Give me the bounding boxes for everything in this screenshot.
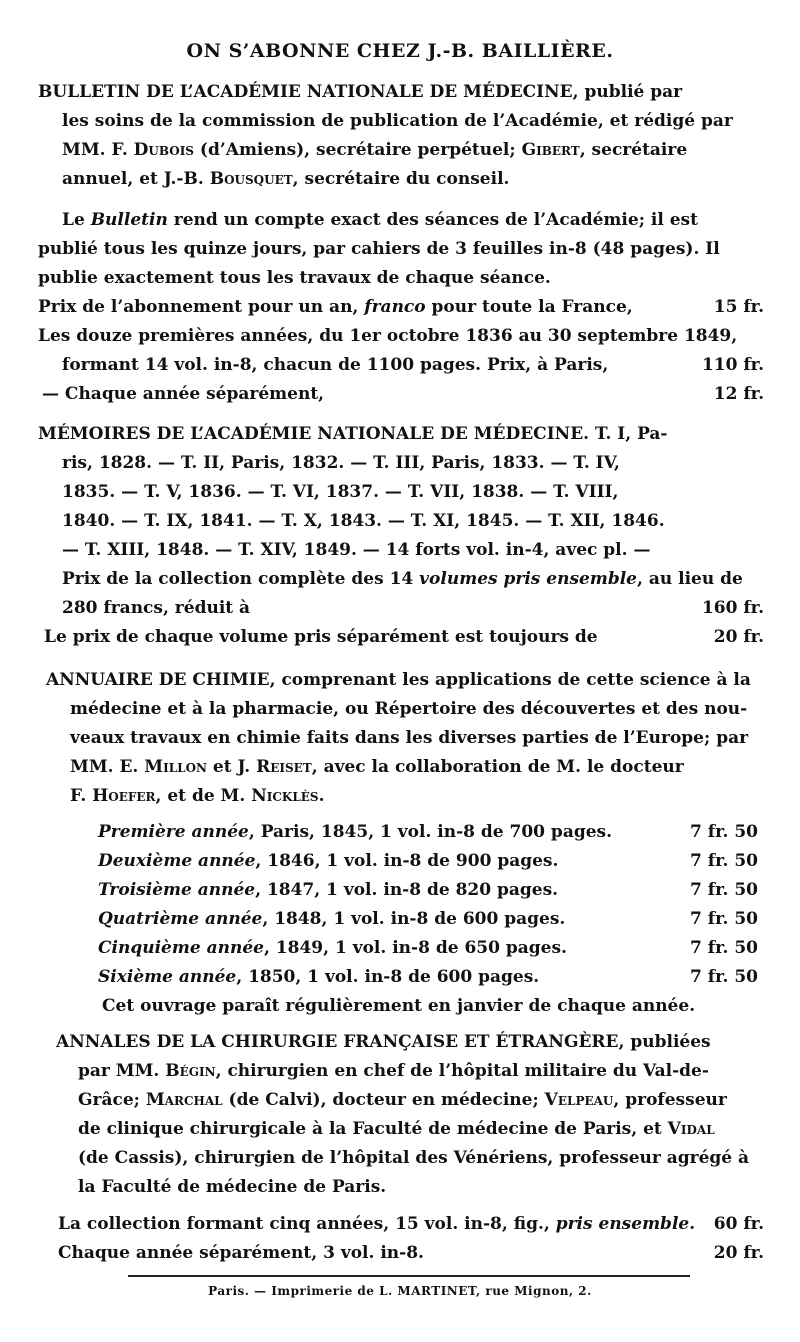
memoires-title: MÉMOIRES DE L’ACADÉMIE NATIONALE DE MÉDECINE. T. I, Pa- <box>38 424 668 444</box>
list-item: Sixième année, 1850, 1 vol. in-8 de 600 pages. 7 fr. 50 <box>98 967 758 987</box>
annales-section: ANNALES DE LA CHIRURGIE FRANÇAISE ET ÉTRANGÈRE, publiées par MM. Bégin, chirurgien en chef de l’hôpital militaire du Val-de- Grâce; Marchal (de Calvi), docteur en médecine; Velpeau, professeur de clinique chirurgicale à la Faculté de médecine de Paris, et Vidal (de Cassis), chirurgien de l’hôpital des Vénériens, professeur agrégé à la Faculté de médecine de Paris. <box>56 1028 762 1202</box>
annuaire-title: ANNUAIRE DE CHIMIE, comprenant les applications de cette science à la <box>46 670 751 690</box>
page-header: ON S’ABONNE CHEZ J.-B. BAILLIÈRE. <box>186 40 614 62</box>
bulletin-title: BULLETIN DE L’ACADÉMIE NATIONALE DE MÉDECINE <box>38 82 573 102</box>
bulletin-section: BULLETIN DE L’ACADÉMIE NATIONALE DE MÉDECINE, publié par les soins de la commission de publication de l’Académie, et rédigé par MM. F. Dubois (d’Amiens), secrétaire perpétuel; Gibert, secrétaire annuel, et J.-B. Bousquet, secrétaire du conseil. <box>38 82 733 189</box>
list-item: Troisième année, 1847, 1 vol. in-8 de 820 pages. 7 fr. 50 <box>98 880 758 900</box>
footer-divider <box>128 1275 690 1277</box>
annuaire-note: Cet ouvrage paraît régulièrement en janvier de chaque année. <box>102 996 696 1016</box>
list-item: Cinquième année, 1849, 1 vol. in-8 de 650 pages. 7 fr. 50 <box>98 938 758 958</box>
memoires-section: MÉMOIRES DE L’ACADÉMIE NATIONALE DE MÉDECINE. T. I, Pa- ris, 1828. — T. II, Paris, 1832. — T. III, Paris, 1833. — T. IV, 1835. — T. V, 1836. — T. VI, 1837. — T. VII, 1838. — T. VIII, 1840. — T. IX, 1841. — T. X, 1843. — T. XI, 1845. — T. XII, 1846. — T. XIII, 1848. — T. XIV, 1849. — 14 forts vol. in-4, avec pl. — Prix de la collection complète des 14 volumes pris ensemble, au lieu de 280 francs, réduit à 160 fr. Le prix de chaque volume pris séparément est toujours de 20 fr. <box>38 420 764 652</box>
annales-title: ANNALES DE LA CHIRURGIE FRANÇAISE ET ÉTRANGÈRE, publiées <box>56 1032 711 1052</box>
annuaire-years <box>98 818 758 1021</box>
printer-imprint: Paris. — Imprimerie de L. MARTINET, rue Mignon, 2. <box>208 1284 592 1298</box>
list-item: Première année, Paris, 1845, 1 vol. in-8 de 700 pages. 7 fr. 50 <box>98 822 758 842</box>
annuaire-section: ANNUAIRE DE CHIMIE, comprenant les applications de cette science à la médecine et à la pharmacie, ou Répertoire des découvertes et des nou- veaux travaux en chimie faits dans les diverses parties de l’Europe; par MM. E. Millon et J. Reiset, avec la collaboration de M. le docteur F. Hoefer, et de M. Nicklès. <box>46 666 764 811</box>
list-item: Quatrième année, 1848, 1 vol. in-8 de 600 pages. 7 fr. 50 <box>98 909 758 929</box>
bulletin-description: Le Bulletin rend un compte exact des séances de l’Académie; il est publié tous les quinze jours, par cahiers de 3 feuilles in-8 (48 pages). Il publie exactement tous les travaux de chaque séance. Prix de l’abonnement pour un an, franco pour toute la France, 15 fr. Les douze premières années, du 1er octobre 1836 au 30 septembre 1849, formant 14 vol. in-8, chacun de 1100 pages. Prix, à Paris, 110 fr. — Chaque année séparément, 12 fr. <box>38 210 764 404</box>
bulletin-price-row: Prix de l’abonnement pour un an, franco pour toute la France, 15 fr. <box>38 297 764 317</box>
list-item: Deuxième année, 1846, 1 vol. in-8 de 900 pages. 7 fr. 50 <box>98 851 758 871</box>
annales-prices: La collection formant cinq années, 15 vol. in-8, fig., pris ensemble. 60 fr. Chaque année séparément, 3 vol. in-8. 20 fr. <box>58 1214 764 1263</box>
